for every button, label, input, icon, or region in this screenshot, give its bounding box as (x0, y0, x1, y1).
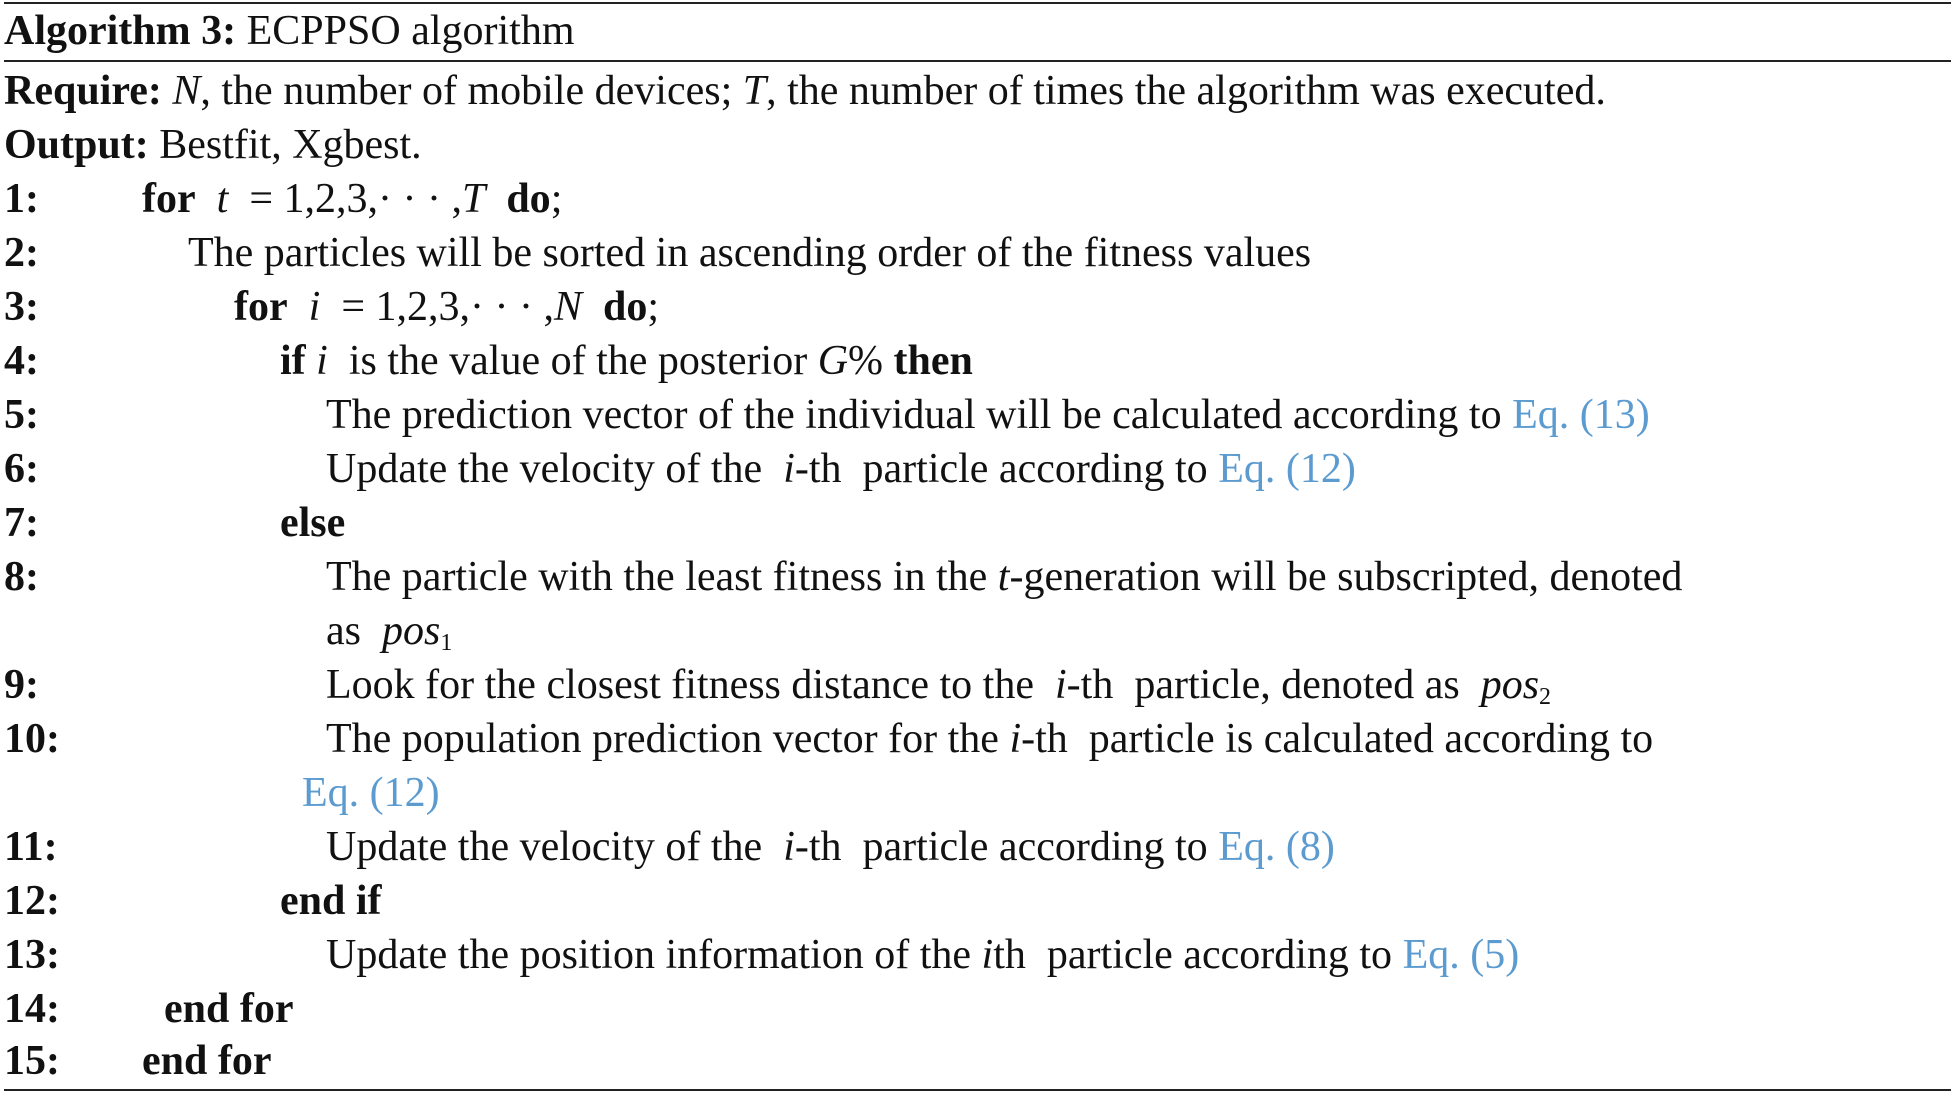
require-text-1: , the number of mobile devices; (200, 68, 743, 114)
line-number: 6: (4, 446, 39, 492)
line-text-2: particle according to (862, 824, 1219, 870)
var-t: t (216, 176, 229, 222)
line-number: 10: (4, 716, 60, 762)
keyword-end-if: end if (280, 878, 382, 924)
require-text-2: , the number of times the algorithm was executed. (766, 68, 1606, 114)
output-text: Bestfit, Xgbest. (159, 122, 422, 168)
var-i: i (316, 338, 328, 384)
line-number: 8: (4, 554, 39, 600)
var-T: T (461, 176, 486, 222)
line-text: Look for the closest fitness distance to the (326, 662, 1034, 708)
line-number: 12: (4, 878, 60, 924)
require-label: Require: (4, 68, 162, 114)
equation-link[interactable]: Eq. (8) (1218, 824, 1335, 870)
line-number: 7: (4, 500, 39, 546)
suffix-th: -th (794, 446, 842, 492)
var-i: i (1055, 662, 1067, 708)
var-pos: pos (382, 608, 441, 654)
var-t: t (997, 554, 1010, 600)
line-number: 14: (4, 986, 60, 1032)
line-text-2: particle is calculated according to (1088, 716, 1654, 762)
output-label: Output: (4, 122, 149, 168)
var-i: i (981, 932, 994, 978)
line-number: 5: (4, 392, 39, 438)
keyword-end-for: end for (142, 1038, 272, 1084)
line-text-3: as (326, 608, 361, 654)
suffix-th: -th (794, 824, 842, 870)
equation-link[interactable]: Eq. (12) (1218, 446, 1356, 492)
var-pos: pos (1480, 662, 1540, 708)
var-i: i (783, 446, 795, 492)
algorithm-caption (4, 6, 575, 56)
caption-rule (4, 60, 1951, 62)
subscript: 1 (440, 630, 453, 656)
top-rule (4, 2, 1951, 4)
range-text: = 1,2,3,· · · , (341, 284, 554, 330)
line-number: 13: (4, 932, 60, 978)
keyword-else: else (280, 500, 346, 546)
line-number: 4: (4, 338, 39, 384)
line-text: Update the velocity of the (326, 824, 763, 870)
range-text: = 1,2,3,· · · , (249, 176, 462, 222)
line-text: Update the position information of the (326, 932, 982, 978)
line-text-2: -generation will be subscripted, denoted (1009, 554, 1683, 600)
keyword-if: if (280, 338, 306, 384)
algorithm-title: ECPPSO algorithm (246, 8, 575, 54)
percent-sign: % (848, 338, 884, 384)
var-i: i (308, 284, 321, 330)
keyword-for: for (234, 284, 288, 330)
bottom-rule (4, 1089, 1951, 1091)
keyword-do: do (602, 284, 648, 330)
semicolon: ; (647, 284, 660, 330)
subscript: 2 (1539, 684, 1552, 710)
var-N: N (553, 284, 582, 330)
keyword-for: for (142, 176, 196, 222)
line-text: The particles will be sorted in ascending order of the fitness values (188, 230, 1312, 276)
keyword-do: do (506, 176, 551, 222)
algorithm-box (4, 0, 1951, 1094)
equation-link[interactable]: Eq. (12) (302, 770, 440, 816)
var-G: G (817, 338, 849, 384)
require-var-t: T (742, 68, 767, 114)
line-text: is the value of the posterior (348, 338, 808, 384)
keyword-then: then (893, 338, 973, 384)
equation-link[interactable]: Eq. (13) (1512, 392, 1650, 438)
semicolon: ; (550, 176, 563, 222)
var-i: i (1009, 716, 1022, 762)
line-text-2: particle, denoted as (1134, 662, 1460, 708)
line-text: Update the velocity of the (326, 446, 763, 492)
var-i: i (783, 824, 795, 870)
line-text: The population prediction vector for the (326, 716, 1010, 762)
line-number: 1: (4, 176, 39, 222)
require-var-n: N (172, 68, 201, 114)
line-number: 11: (4, 824, 58, 870)
line-text: The prediction vector of the individual will be calculated according to (326, 392, 1513, 438)
keyword-end-for: end for (164, 986, 294, 1032)
equation-link[interactable]: Eq. (5) (1402, 932, 1520, 978)
line-text-2: particle according to (1046, 932, 1403, 978)
suffix-th: th (993, 932, 1026, 978)
line-number: 15: (4, 1038, 60, 1084)
suffix-th: -th (1066, 662, 1114, 708)
suffix-th: -th (1021, 716, 1068, 762)
line-number: 3: (4, 284, 39, 330)
algorithm-label: Algorithm 3: (4, 8, 237, 54)
line-text-2: particle according to (862, 446, 1219, 492)
line-number: 2: (4, 230, 39, 276)
line-number: 9: (4, 662, 39, 708)
line-text: The particle with the least fitness in the (326, 554, 998, 600)
